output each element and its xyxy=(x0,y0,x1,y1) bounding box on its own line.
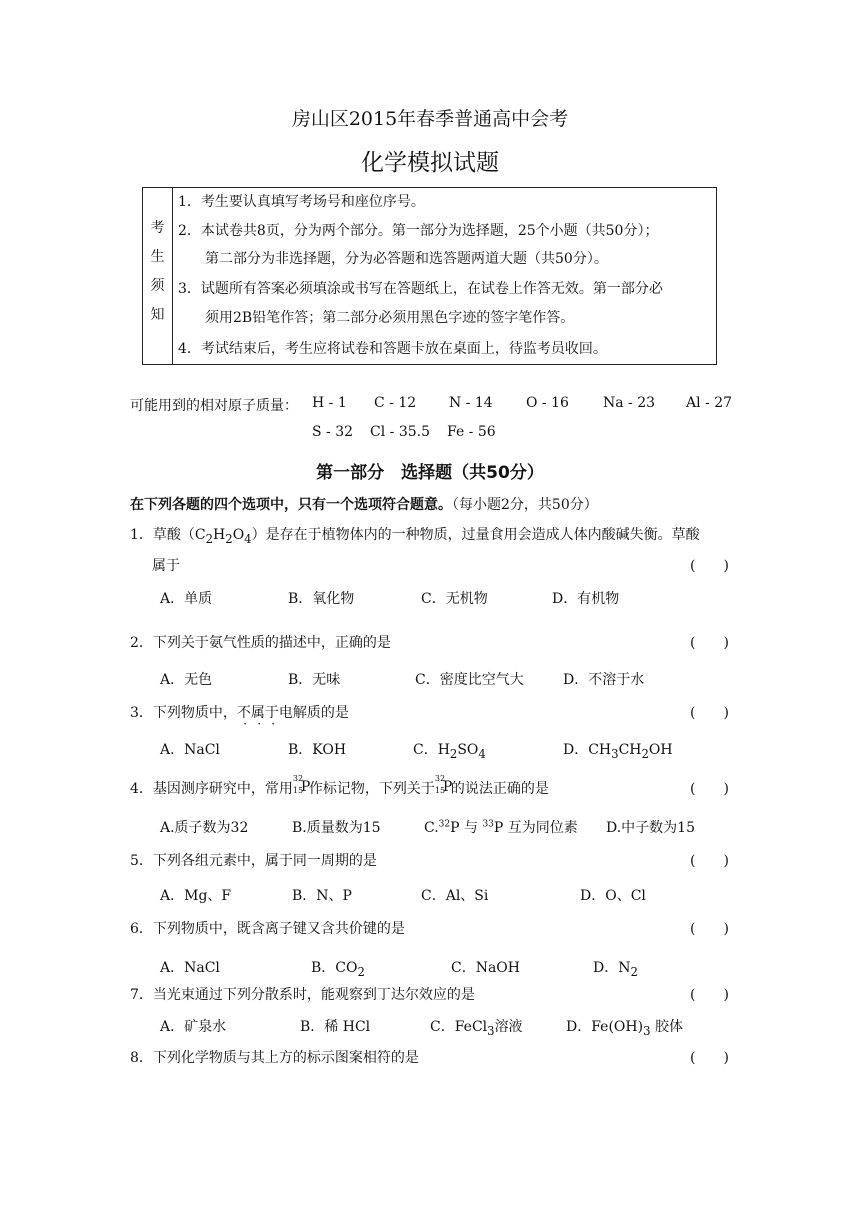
q1-option-c[interactable]: C．无机物 xyxy=(421,591,488,607)
q4-c-sup: 32 xyxy=(438,819,451,830)
q6-d-sub: 2 xyxy=(630,964,638,979)
q4-text-b: 作标记物，下列关于 xyxy=(308,781,435,797)
notice-side-char: 考 xyxy=(150,220,165,236)
notice-line-2b: 第二部分为非选择题，分为必答题和选答题两道大题（共50分）。 xyxy=(205,251,608,267)
q5-option-a[interactable]: A．Mg、F xyxy=(160,888,232,904)
iso-symbol: P xyxy=(300,779,311,795)
q8-answer-bracket[interactable]: ( ) xyxy=(690,1050,729,1066)
q7-c-sub: 3 xyxy=(487,1023,495,1038)
q3-option-a[interactable]: A．NaCl xyxy=(160,742,220,758)
q2-option-d[interactable]: D．不溶于水 xyxy=(563,672,645,688)
q7-d-text: 胶体 xyxy=(650,1019,683,1035)
q1-sub: 4 xyxy=(244,531,252,546)
atomic-mass-item: C - 12 xyxy=(374,395,417,411)
q2-answer-bracket[interactable]: ( ) xyxy=(690,635,729,651)
q2-option-c[interactable]: C．密度比空气大 xyxy=(415,672,524,688)
q5-option-b[interactable]: B．N、P xyxy=(292,888,352,904)
q1-text-a: 1．草酸（C xyxy=(130,527,206,543)
q1-text-c: O xyxy=(232,527,245,543)
q4-option-b[interactable]: B.质量数为15 xyxy=(292,820,381,836)
question-6: 6．下列物质中，既含离子键又含共价键的是 xyxy=(130,921,405,937)
notice-box xyxy=(142,187,717,365)
q3-option-d[interactable] xyxy=(563,739,673,761)
q1-text-d: ）是存在于植物体内的一种物质，过量食用会造成人体内酸碱失衡。草酸 xyxy=(251,527,700,543)
q1-option-d[interactable]: D．有机物 xyxy=(552,591,620,607)
q7-answer-bracket[interactable]: ( ) xyxy=(690,987,729,1003)
q3-emphasis: 不 xyxy=(236,705,251,721)
notice-side-char: 须 xyxy=(150,278,165,294)
notice-line-3b: 须用2B铅笔作答；第二部分必须用黑色字迹的签字笔作答。 xyxy=(205,310,575,326)
atomic-mass-item: Na - 23 xyxy=(603,395,656,411)
q3-option-c[interactable] xyxy=(413,739,486,761)
notice-divider xyxy=(172,188,173,364)
instruction-normal: （每小题2分，共50分） xyxy=(452,497,598,513)
q5-answer-bracket[interactable]: ( ) xyxy=(690,853,729,869)
q3-d-sub: 2 xyxy=(641,746,649,761)
q6-option-d[interactable] xyxy=(593,957,638,979)
instruction-bold: 在下列各题的四个选项中，只有一个选项符合题意。 xyxy=(130,497,452,513)
question-3 xyxy=(130,702,349,722)
q1-answer-bracket[interactable]: ( ) xyxy=(690,558,729,574)
q7-c-text: C．FeCl xyxy=(430,1019,488,1035)
atomic-mass-item: S - 32 xyxy=(312,424,354,440)
isotope-p32 xyxy=(292,774,311,796)
q3-text-b: 电解质的是 xyxy=(278,705,349,721)
section-title: 第一部分 选择题（共50分） xyxy=(316,463,544,483)
q3-d-sub: 3 xyxy=(611,746,619,761)
q3-text-a: 3．下列物质中， xyxy=(130,705,237,721)
q1-sub: 2 xyxy=(205,531,214,546)
atomic-mass-item: O - 16 xyxy=(526,395,569,411)
q4-text-a: 4．基因测序研究中，常用 xyxy=(130,781,293,797)
q4-c-text: P 互为同位素 xyxy=(493,820,578,836)
q5-option-c[interactable]: C．Al、Si xyxy=(421,888,489,904)
iso-symbol: P xyxy=(442,779,453,795)
exam-title: 房山区2015年春季普通高中会考 xyxy=(291,108,569,130)
q3-d-text: CH xyxy=(618,742,642,758)
q6-d-text: D．N xyxy=(593,960,631,976)
exam-subtitle: 化学模拟试题 xyxy=(361,150,499,176)
q1-option-b[interactable]: B．氧化物 xyxy=(288,591,355,607)
q3-emphasis: 属 xyxy=(250,705,265,721)
notice-line-2: 2．本试卷共8页，分为两个部分。第一部分为选择题，25个小题（共50分）； xyxy=(178,223,659,239)
q3-emphasis: 于 xyxy=(264,705,279,721)
atomic-mass-item: Fe - 56 xyxy=(447,424,496,440)
q5-option-d[interactable]: D．O、Cl xyxy=(580,888,646,904)
q7-d-text: D．Fe(OH) xyxy=(566,1019,644,1035)
atomic-mass-item: Al - 27 xyxy=(686,395,733,411)
question-8: 8．下列化学物质与其上方的标示图案相符的是 xyxy=(130,1050,419,1066)
q7-option-b[interactable]: B．稀 HCl xyxy=(300,1019,371,1035)
notice-line-3: 3．试题所有答案必须填涂或书写在答题纸上，在试卷上作答无效。第一部分必 xyxy=(178,281,663,297)
q4-answer-bracket[interactable]: ( ) xyxy=(690,781,729,797)
q3-d-text: OH xyxy=(648,742,673,758)
atomic-mass-label: 可能用到的相对原子质量： xyxy=(130,398,298,414)
q4-option-a[interactable]: A.质子数为32 xyxy=(160,820,249,836)
q2-option-b[interactable]: B．无味 xyxy=(288,672,341,688)
atomic-mass-item: Cl - 35.5 xyxy=(370,424,430,440)
q7-option-c[interactable] xyxy=(430,1016,523,1038)
q2-option-a[interactable]: A．无色 xyxy=(160,672,213,688)
q3-d-text: D．CH xyxy=(563,742,612,758)
q4-text-c: 的说法正确的是 xyxy=(450,781,549,797)
q1-sub: 2 xyxy=(225,531,233,546)
question-5: 5．下列各组元素中，属于同一周期的是 xyxy=(130,853,377,869)
section-instruction xyxy=(130,494,598,514)
q4-option-d[interactable]: D.中子数为15 xyxy=(606,820,695,836)
question-7: 7．当光束通过下列分散系时，能观察到丁达尔效应的是 xyxy=(130,987,475,1003)
q6-option-b[interactable] xyxy=(311,957,365,979)
q6-answer-bracket[interactable]: ( ) xyxy=(690,921,729,937)
q3-c-text: C．H xyxy=(413,742,450,758)
notice-line-4: 4．考试结束后，考生应将试卷和答题卡放在桌面上，待监考员收回。 xyxy=(178,341,607,357)
q4-c-text: P 与 xyxy=(450,820,483,836)
q1-text-b: H xyxy=(213,527,226,543)
question-4 xyxy=(130,774,549,798)
q3-answer-bracket[interactable]: ( ) xyxy=(690,705,729,721)
q4-option-c[interactable] xyxy=(424,817,578,837)
iso-mass: 32 xyxy=(434,774,446,783)
q3-c-sub: 2 xyxy=(449,746,458,761)
q6-b-text: B．CO xyxy=(311,960,358,976)
question-1 xyxy=(130,524,700,546)
q3-c-text: SO xyxy=(457,742,479,758)
q6-b-sub: 2 xyxy=(357,964,365,979)
q7-d-sub: 3 xyxy=(643,1023,651,1038)
notice-line-1: 1．考生要认真填写考场号和座位序号。 xyxy=(178,194,425,210)
isotope-p32 xyxy=(434,774,453,796)
question-2: 2．下列关于氨气性质的描述中，正确的是 xyxy=(130,635,391,651)
q3-option-b[interactable]: B．KOH xyxy=(288,742,347,758)
atomic-mass-item: N - 14 xyxy=(449,395,493,411)
q7-option-a[interactable]: A．矿泉水 xyxy=(160,1019,227,1035)
notice-side-label xyxy=(143,214,172,330)
notice-side-char: 生 xyxy=(150,249,165,265)
q7-option-d[interactable] xyxy=(566,1016,683,1038)
q7-c-text: 溶液 xyxy=(494,1019,523,1035)
atomic-mass-item: H - 1 xyxy=(312,395,347,411)
iso-mass: 32 xyxy=(292,774,304,783)
q6-option-a[interactable]: A．NaCl xyxy=(160,960,220,976)
q1-option-a[interactable]: A．单质 xyxy=(160,591,213,607)
iso-atomic-number: 15 xyxy=(292,786,304,795)
q6-option-c[interactable]: C．NaOH xyxy=(451,960,520,976)
iso-atomic-number: 15 xyxy=(434,786,446,795)
q4-c-sup: 33 xyxy=(482,819,494,830)
q3-c-sub: 4 xyxy=(478,746,486,761)
q4-c-text: C. xyxy=(424,820,439,836)
notice-side-char: 知 xyxy=(150,307,165,323)
q1-line2: 属于 xyxy=(152,558,180,574)
